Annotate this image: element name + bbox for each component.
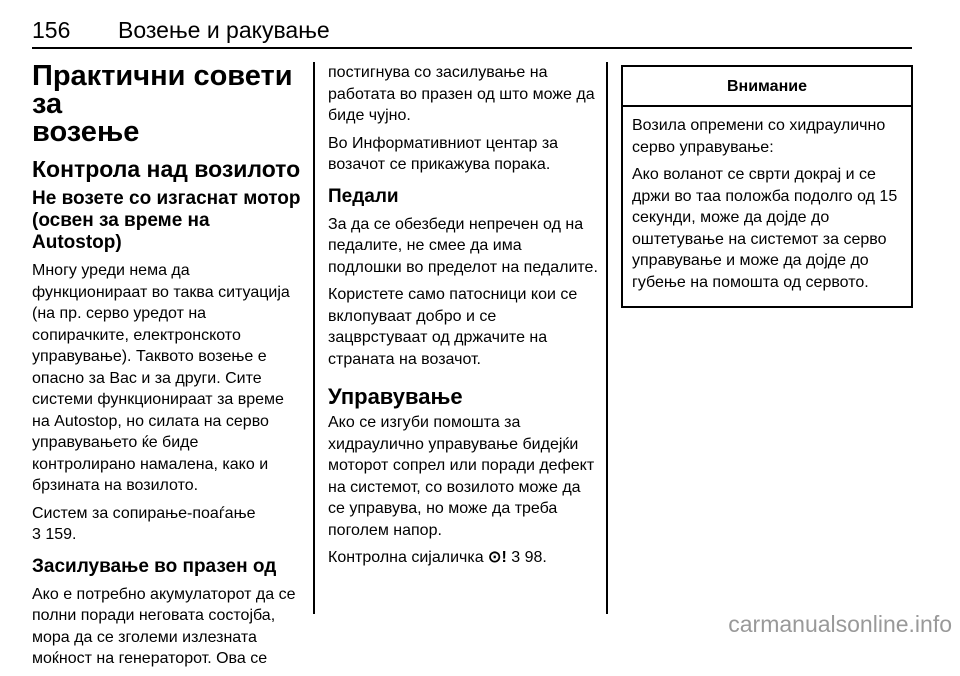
- pedals-text: За да се обезбеди непречен од на педалите, не смее да има подлошки во пределот на педалите.: [328, 215, 598, 276]
- heading-idle-boost: Засилување во празен од: [32, 555, 277, 577]
- steering-text: Ако се изгуби помошта за хидраулично управување бидејќи моторот сопрел или поради дефект на системот, со возилото може да се управува, но може да треба поголем напор.: [328, 414, 595, 539]
- info-center-text: Во Информативниот центар за возачот се прикажува порака.: [328, 134, 559, 173]
- heading-pedals: Педали: [328, 185, 399, 207]
- page-ref-link[interactable]: 3 159.: [32, 526, 77, 543]
- floor-mats-text: Користете само патосници кои се вклопуваат добро и се зацврстуваат од држачите на страната на возачот.: [328, 286, 578, 368]
- section-title-line: возење: [32, 116, 140, 148]
- warning-text: Возила опремени со хидраулично серво управување:: [632, 117, 886, 156]
- engine-off-text: Многу уреди нема да функционираат во таква ситуација (на пр. серво уредот на сопирачките, електронското управување). Таквото возење е опасно за Вас и за други. Сите системи функционираат за време на Autostop, но силата на серво управувањето ќе биде контролирано намалена, како и брзината на возилото.: [32, 262, 290, 494]
- steering-warning-icon: ⊙!: [488, 549, 507, 566]
- column-divider: [313, 62, 315, 614]
- page-header: [32, 17, 912, 49]
- brake-system-ref: [32, 503, 304, 546]
- heading-line: (освен за време на Autostop): [32, 210, 210, 253]
- page-number: 156: [32, 17, 71, 43]
- warning-box: [621, 65, 913, 308]
- column-divider: [606, 62, 608, 614]
- heading-line: Не возете со изгаснат мотор: [32, 188, 301, 209]
- column-middle: [328, 62, 598, 575]
- control-lamp-label: Контролна сијаличка: [328, 549, 484, 566]
- warning-heading: Внимание: [623, 67, 911, 107]
- heading-vehicle-control: Контрола над возилото: [32, 156, 301, 182]
- heading-engine-off: [32, 188, 304, 254]
- brake-system-label: Систем за сопирање-поаѓање: [32, 504, 256, 522]
- page-ref-link[interactable]: 3 98.: [511, 549, 547, 566]
- warning-body: [623, 107, 911, 293]
- section-title: [32, 62, 304, 146]
- column-left: [32, 62, 304, 676]
- chapter-title: Возење и ракување: [118, 17, 330, 43]
- section-title-line: Практични совети за: [32, 60, 293, 120]
- watermark: carmanualsonline.info: [728, 611, 952, 637]
- continued-text: постигнува со засилување на работата во празен од што може да биде чујно.: [328, 64, 595, 124]
- control-lamp-ref: [328, 547, 598, 569]
- heading-steering: Управување: [328, 384, 463, 409]
- warning-text: Ако воланот се сврти докрај и се држи во таа положба подолго од 15 секунди, може да дојде до оштетување на системот за серво управување и може да дојде до губење на помошта од сервото.: [632, 166, 898, 291]
- idle-boost-text: Ако е потребно акумулаторот да се полни поради неговата состојба, мора да се зголеми излезната моќност на генераторот. Ова се: [32, 585, 296, 667]
